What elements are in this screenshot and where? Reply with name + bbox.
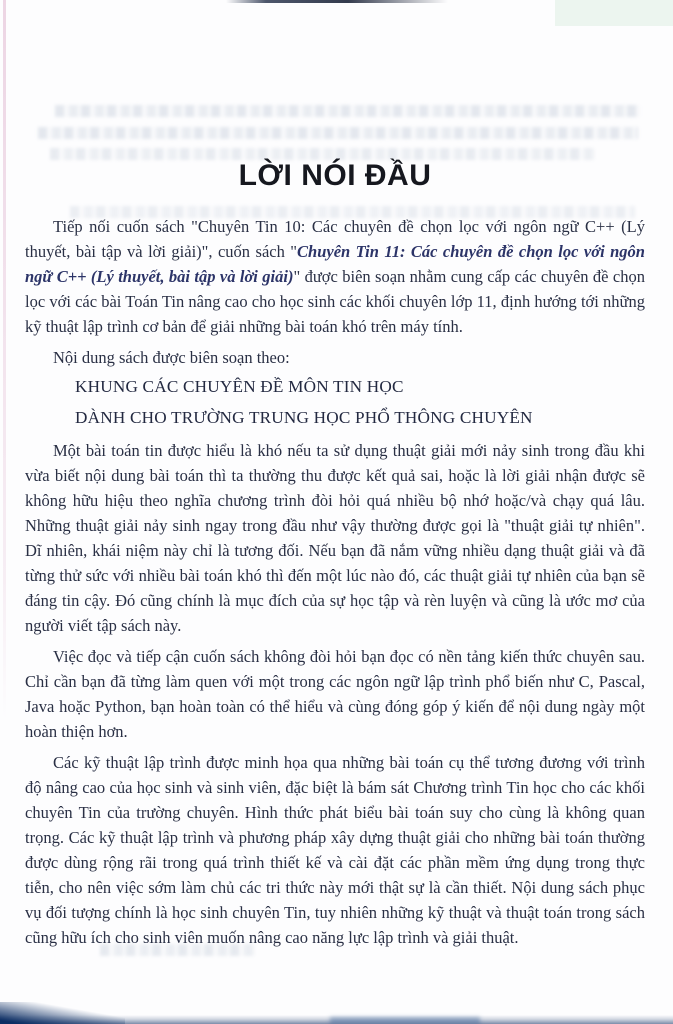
framework-heading-line1: KHUNG CÁC CHUYÊN ĐỀ MÔN TIN HỌC bbox=[75, 377, 404, 396]
framework-heading-line2: DÀNH CHO TRƯỜNG TRUNG HỌC PHỔ THÔNG CHUYÊN bbox=[75, 407, 533, 427]
intro-text-before: Tiếp nối cuốn sách "Chuyên Tin 10: Các chuyên đề chọn lọc với ngôn ngữ C++ (Lý thuyết, bài tập và lời giải)", cuốn sách " bbox=[25, 217, 645, 261]
scan-edge-left bbox=[3, 0, 6, 720]
bleed-through-line bbox=[38, 127, 638, 139]
body-paragraph-2: Việc đọc và tiếp cận cuốn sách không đòi hỏi bạn đọc có nền tảng kiến thức chuyên sau. Chỉ cần bạn đã từng làm quen với một trong các ngôn ngữ lập trình phổ biến như C, Pascal, Java hoặc Python, bạn hoàn toàn có thể hiểu và cùng đóng góp ý kiến để nội dung ngày một hoàn thiện hơn. bbox=[25, 647, 645, 741]
scan-tint-top-right bbox=[555, 0, 673, 26]
body-paragraph-1: Một bài toán tin được hiểu là khó nếu ta sử dụng thuật giải mới nảy sinh trong đầu khi vừa biết nội dung bài toán thì ta thường thu được kết quả sai, hoặc là lời giải nhận được sẽ không hữu hiệu theo nghĩa chương trình đòi hỏi quá nhiều bộ nhớ hoặc/và chạy quá lâu. Những thuật giải nảy sinh ngay trong đầu như vậy thường được gọi là "thuật giải tự nhiên". Dĩ nhiên, khái niệm này chỉ là tương đối. Nếu bạn đã nắm vững nhiều dạng thuật giải và đã từng thử sức với nhiều bài toán khó thì đến một lúc nào đó, các thuật giải tự nhiên của bạn sẽ đáng tin cậy. Đó cũng chính là mục đích của sự học tập và rèn luyện và cũng là ước mơ của người viết tập sách này. bbox=[25, 441, 645, 635]
text-column bbox=[25, 160, 645, 950]
page-title: LỜI NÓI ĐẦU bbox=[238, 159, 432, 192]
note-line: Nội dung sách được biên soạn theo: bbox=[53, 348, 290, 367]
body-paragraph-3: Các kỹ thuật lập trình được minh họa qua những bài toán cụ thể tương đương với trình độ nâng cao của học sinh và sinh viên, đặc biệt là bám sát Chương trình Tin học cho các khối chuyên Tin của trường chuyên. Hình thức phát biểu bài toán suy cho cùng là không quan trọng. Các kỹ thuật lập trình và phương pháp xây dựng thuật giải cho những bài toán thường được dùng rộng rãi trong quá trình thiết kế và cài đặt các phần mềm ứng dụng trong thực tiễn, cho nên việc sớm làm chủ các tri thức này mới thật sự là cần thiết. Nội dung sách phục vụ đối tượng chính là học sinh chuyên Tin, tuy nhiên những kỹ thuật và thuật toán trong sách cũng hữu ích cho sinh viên muốn nâng cao năng lực lập trình và giải thuật. bbox=[25, 753, 645, 947]
bleed-through-line bbox=[55, 105, 640, 117]
scan-edge-bottom-left-corner bbox=[0, 1002, 125, 1024]
intro-text-after: " được biên soạn nhằm cung cấp các chuyên đề chọn lọc với các bài Toán Tin nâng cao cho học sinh các khối chuyên lớp 11, định hướng tới những kỹ thuật lập trình cơ bản để giải những bài toán khó trên máy tính. bbox=[25, 267, 645, 336]
book-title-emphasis: Chuyên Tin 11: Các chuyên đề chọn lọc với ngôn ngữ C++ (Lý thuyết, bài tập và lời giải) bbox=[25, 242, 645, 286]
scan-edge-bottom-smudge bbox=[330, 1017, 480, 1024]
intro-paragraph bbox=[25, 214, 645, 339]
scan-edge-top bbox=[226, 0, 448, 3]
